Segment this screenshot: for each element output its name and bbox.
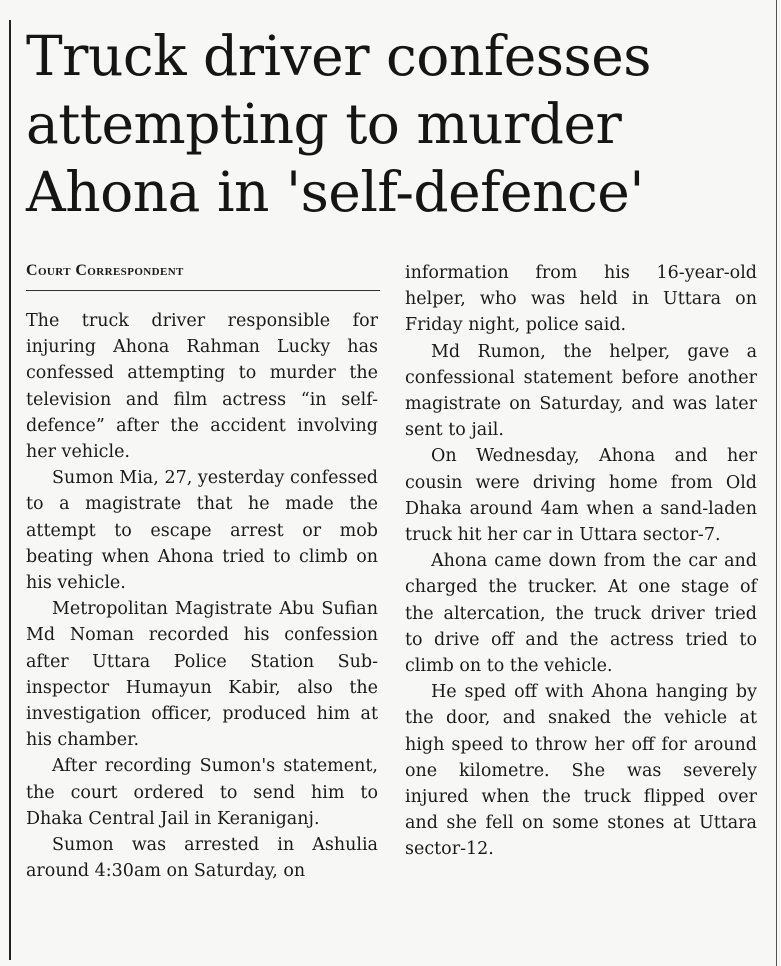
paragraph: Metropolitan Magistrate Abu Sufian Md Noman recorded his confession after Uttara Police Station Sub-inspector Humayun Kabir, also the investigation officer, produced him at his chamber. [26,599,378,751]
paragraph: The truck driver responsible for injuring Ahona Rahman Lucky has confessed attempting to murder the television and film actress “in self-defence” after the accident involving her vehicle. [26,311,378,463]
paragraph: Ahona came down from the car and charged the trucker. At one stage of the altercation, the truck driver tried to drive off and the actress tried to climb on to the vehicle. [405,551,757,677]
right-column [405,260,757,863]
paragraph: Sumon Mia, 27, yesterday confessed to a magistrate that he made the attempt to escape arrest or mob beating when Ahona tried to climb on his vehicle. [26,468,378,594]
headline: Truck driver confesses attempting to murder Ahona in 'self-defence' [26,24,651,224]
paragraph: information from his 16-year-old helper, who was held in Uttara on Friday night, police said. [405,263,757,336]
paragraph: Md Rumon, the helper, gave a confessional statement before another magistrate on Saturday, and was later sent to jail. [405,341,757,441]
right-edge-rule [776,0,777,966]
left-column [26,308,378,884]
paragraph: Sumon was arrested in Ashulia around 4:30am on Saturday, on [26,835,378,882]
paragraph: On Wednesday, Ahona and her cousin were driving home from Old Dhaka around 4am when a sand-laden truck hit her car in Uttara sector-7. [405,446,757,546]
left-column-rule [9,20,11,960]
byline: Court Correspondent [26,262,380,291]
paragraph: He sped off with Ahona hanging by the door, and snaked the vehicle at high speed to throw her off for around one kilometre. She was severely injured when the truck flipped over and she fell on some stones at Uttara sector-12. [405,682,757,860]
paragraph: After recording Sumon's statement, the court ordered to send him to Dhaka Central Jail in Keraniganj. [26,756,378,829]
